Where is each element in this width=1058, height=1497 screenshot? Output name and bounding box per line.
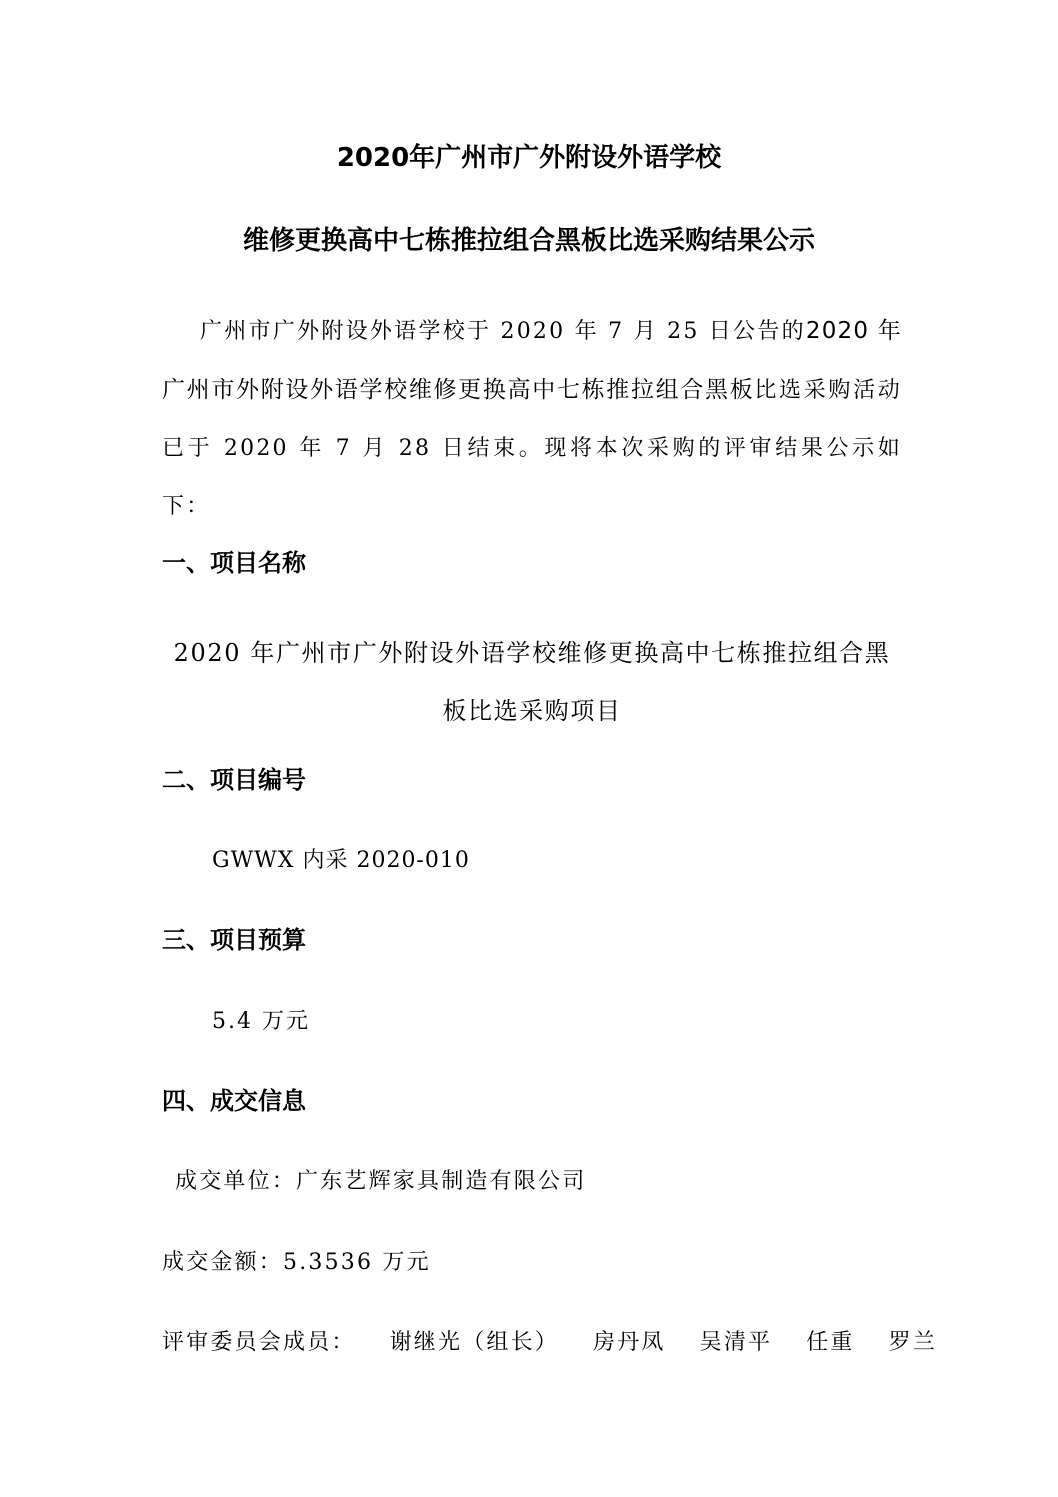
section-heading-project-code: 二、项目编号 [162, 766, 306, 794]
section-heading-deal-info: 四、成交信息 [162, 1087, 306, 1115]
section-heading-project-budget: 三、项目预算 [162, 926, 306, 954]
intro-part-2: 2020 年广州市外附设外语学校维修更换高中七栋推拉组合黑板 [162, 318, 903, 403]
intro-part-3: 比选采购活动已于 2020 年 7 月 28 日结束。现将本次采购的评审结果公示如下： [162, 378, 902, 519]
committee-member: 罗兰 [888, 1330, 938, 1355]
intro-paragraph [162, 302, 902, 536]
deal-amount: 成交金额：5.3536 万元 [162, 1250, 431, 1275]
committee-member: 任重 [806, 1330, 855, 1355]
document-title-line-1: 2020年广州市广外附设外语学校 [336, 143, 722, 173]
intro-part-1: 广州市广外附设外语学校于 2020 年 7 月 25 日公告的 [200, 319, 806, 344]
committee-member: 谢继光（组长） [389, 1330, 560, 1355]
section-heading-project-name: 一、项目名称 [162, 549, 306, 577]
project-code-value: GWWX 内采 2020-010 [212, 848, 470, 873]
committee-label: 评审委员会成员： [162, 1330, 356, 1355]
deal-vendor: 成交单位：广东艺辉家具制造有限公司 [175, 1169, 587, 1194]
committee-member: 吴清平 [699, 1330, 773, 1355]
project-budget-value: 5.4 万元 [212, 1009, 310, 1034]
project-name-value: 2020 年广州市广外附设外语学校维修更换高中七栋推拉组合黑板比选采购项目 [173, 639, 891, 725]
committee-member: 房丹凤 [593, 1330, 666, 1355]
committee-members-line [162, 1327, 937, 1359]
document-title-line-2: 维修更换高中七栋推拉组合黑板比选采购结果公示 [242, 226, 815, 256]
